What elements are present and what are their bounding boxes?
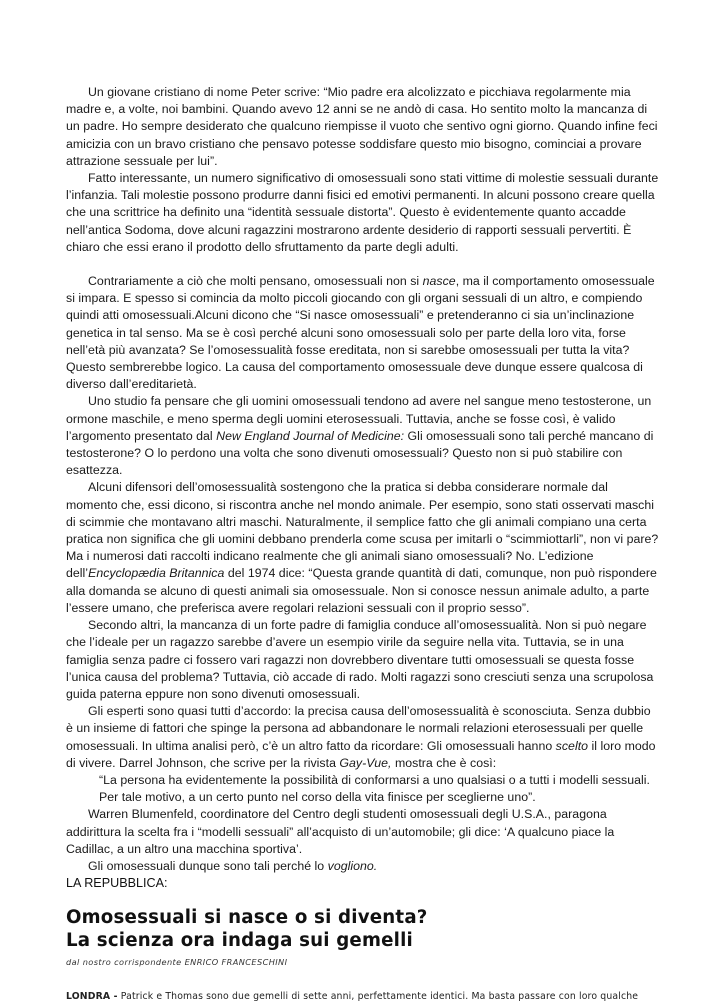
magazine-title: Gay-Vue, — [339, 755, 392, 770]
emphasis-vogliono: vogliono. — [327, 858, 378, 873]
paragraph-padre: Secondo altri, la mancanza di un forte padre di famiglia conduce all’omosessualità. Non si può negare che l’ideale per un ragazzo sarebbe d’avere un esempio virile da seguire nella vita. Tuttavia, se in una famiglia senza padre ci fossero vari ragazzi non dovrebbero diventare tutti omosessuali se questa fosse l’unica causa del problema? Tuttavia, ciò accade di rado. Molti ragazzi sono cresciuti senza una scrupolosa guida paterna eppure non sono divenuti omosessuali. — [66, 618, 654, 701]
emphasis-scelto: scelto — [555, 738, 589, 753]
headline-line-2: La scienza ora indaga sui gemelli — [66, 929, 413, 951]
document-page — [66, 84, 660, 1003]
paragraph-esperti: Gli esperti sono quasi tutti d’accordo: la precisa causa dell’omosessualità è sconosciuta. Senza dubbio è un insieme di fattori che spinge la persona ad abbandonare le normali relazioni eterosessuali per quelle omosessuali. In ultima analisi però, c’è un altro fatto da ricordare: Gli omosessuali hanno scelto il loro modo di vivere. Darrel Johnson, che scrive per la rivista Gay-Vue, mostra che è così: — [66, 704, 656, 770]
paragraph-molestie: Fatto interessante, un numero significativo di omosessuali sono stati vittime di molestie sessuali durante l’infanzia. Tali molestie possono produrre danni fisici ed emotivi permanenti. In alcuni possono creare quella che una scrittrice ha definito una “identità sessuale distorta”. Questo è evidentemente quanto accadde nell’antica Sodoma, dove alcuni ragazzini mostrarono ardente desiderio di rapporti sessuali pervertiti. È chiaro che essi erano il prodotto dello sfruttamento da parte degli adulti. — [66, 171, 659, 254]
paragraph-conclusione: Gli omosessuali dunque sono tali perché lo vogliono. — [88, 858, 378, 873]
lead-paragraph — [66, 990, 660, 1003]
source-label: LA REPUBBLICA: — [66, 876, 168, 891]
emphasis-nasce: nasce — [422, 274, 456, 289]
paragraph-testosterone: Uno studio fa pensare che gli uomini omosessuali tendono ad avere nel sangue meno testosterone, un ormone maschile, e meno sperma degli uomini eterosessuali. Tuttavia, anche se fosse così, è valido l’argomento presentato dal New England Journal of Medicine: Gli omosessuali sono tali perché mancano di testosterone? O lo perdono una volta che sono divenuti omosessuali? Questo non si può stabilire con esattezza. — [66, 394, 654, 478]
paragraph-peter: Un giovane cristiano di nome Peter scrive: “Mio padre era alcolizzato e picchiava regolarmente mia madre e, a volte, noi bambini. Quando avevo 12 anni se ne andò di casa. Ho sentito molto la mancanza di un padre. Ho sempre desiderato che qualcuno riempisse il vuoto che sentivo ogni giorno. Quando infine feci amicizia con un bravo cristiano che pensavo potesse soddisfare questo mio bisogno, cominciai a provare attrazione sessuale per lui”. — [66, 85, 658, 168]
headline-line-1: Omosessuali si nasce o si diventa? — [66, 907, 428, 929]
journal-title: New England Journal of Medicine: — [216, 428, 405, 443]
encyclopedia-title: Encyclopædia Britannica — [88, 566, 225, 581]
dateline: LONDRA - — [66, 991, 118, 1003]
article-headline — [66, 907, 660, 952]
paragraph-nasce: Contrariamente a ciò che molti pensano, omosessuali non si nasce, ma il comportamento omosessuale si impara. E spesso si comincia da molto piccoli giocando con gli organi sessuali di un altro, e compiendo quindi atti omosessuali.Alcuni dicono che “Si nasce omosessuali” e pretenderanno ci sia un’inclinazione genetica in tal senso. Ma se è così perché alcuni sono omosessuali solo per parte della loro vita, forse nell’età più avanzata? Se l’omosessualità fosse ereditata, non si sarebbe omosessuali per tutta la vita? Questo sembrerebbe logico. La causa del comportamento omosessuale deve dunque essere qualcosa di diverso dall’ereditarietà. — [66, 274, 655, 392]
article-body — [66, 84, 660, 875]
paragraph-animali: Alcuni difensori dell’omosessualità sostengono che la pratica si debba considerare normale dal momento che, essi dicono, si riscontra anche nel mondo animale. Per esempio, sono stati osservati maschi di scimmie che montavano altri maschi. Naturalmente, il semplice fatto che gli animali compiano una certa pratica non significa che gli uomini debbano prenderla come scusa per imitarli o “scimmiottarli”, non vi pare? Ma i numerosi dati raccolti indicano realmente che gli animali siano omosessuali? No. L’edizione dell’Encyclopædia Britannica del 1974 dice: “Questa grande quantità di dati, comunque, non può rispondere alla domanda se alcuno di questi animali sia omosessuale. Non si conosce nessun animale adulto, a parte l’essere umano, che preferisca avere regolari relazioni sessuali con il proprio sesso”. — [66, 480, 659, 615]
quote-johnson: “La persona ha evidentemente la possibilità di conformarsi a uno qualsiasi o a tutti i modelli sessuali. Per tale motivo, a un certo punto nel corso della vita finisce per sceglierne uno”. — [99, 772, 650, 805]
paragraph-blumenfeld: Warren Blumenfeld, coordinatore del Centro degli studenti omosessuali degli U.S.A., paragona addirittura la scelta fra i “modelli sessuali” all’acquisto di un’automobile; gli dice: ‘A qualcuno piace la Cadillac, a un altro una macchina sportiva’. — [66, 807, 615, 856]
byline: dal nostro corrispondente ENRICO FRANCESCHINI — [66, 957, 288, 968]
lead-text: Patrick e Thomas sono due gemelli di sette anni, perfettamente identici. Ma basta passare con loro qualche — [117, 991, 639, 1003]
